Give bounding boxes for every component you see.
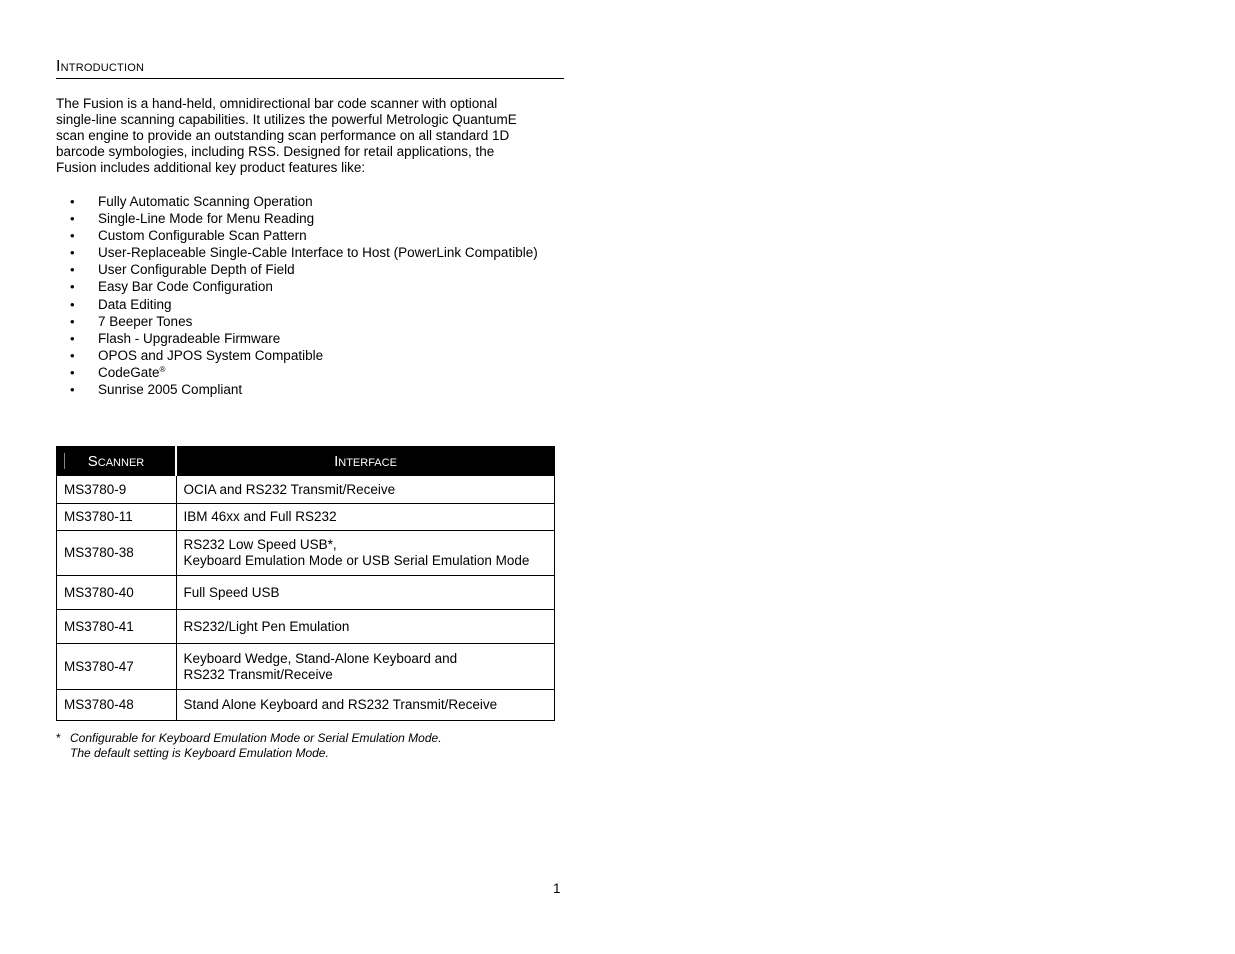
- interface-line: RS232 Low Speed USB*,: [183, 537, 337, 552]
- table-row: [57, 576, 555, 610]
- bullet-icon: •: [70, 347, 75, 363]
- intro-line: barcode symbologies, including RSS. Designed for retail applications, the: [56, 144, 495, 159]
- feature-text: 7 Beeper Tones: [98, 313, 193, 329]
- interface-line: Stand Alone Keyboard and RS232 Transmit/Receive: [183, 697, 498, 712]
- scanner-cell: MS3780-38: [57, 531, 177, 576]
- feature-text: Fully Automatic Scanning Operation: [98, 194, 313, 209]
- interface-line: OCIA and RS232 Transmit/Receive: [183, 481, 396, 497]
- registered-mark: ®: [159, 364, 166, 374]
- scanner-interface-table: [56, 446, 555, 721]
- section-heading: Introduction: [56, 58, 564, 79]
- feature-item: [56, 296, 538, 313]
- feature-list: [56, 193, 538, 398]
- header-divider: [64, 453, 65, 469]
- footnote-line-1: [56, 731, 442, 746]
- header-scanner: [57, 447, 177, 476]
- table-row: [57, 476, 555, 504]
- feature-item: [56, 381, 538, 398]
- intro-line: single-line scanning capabilities. It utilizes the powerful Metrologic QuantumE: [56, 112, 517, 127]
- bullet-icon: •: [70, 262, 75, 278]
- scanner-cell: MS3780-48: [57, 690, 177, 721]
- interface-line: RS232 Transmit/Receive: [183, 666, 333, 682]
- scanner-cell: MS3780-41: [57, 610, 177, 644]
- scanner-cell: MS3780-40: [57, 576, 177, 610]
- table-row: [57, 531, 555, 576]
- interface-line: Full Speed USB: [183, 584, 280, 600]
- bullet-icon: •: [70, 245, 75, 261]
- feature-item: [56, 210, 538, 227]
- feature-item: [56, 313, 538, 330]
- bullet-icon: •: [70, 194, 75, 209]
- table-row: [57, 690, 555, 721]
- feature-item: [56, 244, 538, 261]
- table-header-row: [57, 447, 555, 476]
- feature-text: Sunrise 2005 Compliant: [98, 382, 243, 398]
- feature-item: [56, 364, 538, 381]
- header-interface: [176, 447, 555, 476]
- bullet-icon: •: [70, 228, 75, 244]
- scanner-cell: MS3780-47: [57, 644, 177, 690]
- interface-line: Keyboard Wedge, Stand-Alone Keyboard and: [183, 650, 458, 666]
- footnote-text-1: Configurable for Keyboard Emulation Mode or Serial Emulation Mode.: [70, 731, 442, 745]
- interface-line: IBM 46xx and Full RS232: [183, 509, 337, 524]
- bullet-icon: •: [70, 313, 75, 329]
- intro-line: The Fusion is a hand-held, omnidirectional bar code scanner with optional: [56, 96, 498, 111]
- intro-line: Fusion includes additional key product features like:: [56, 160, 366, 175]
- bullet-icon: •: [70, 279, 75, 295]
- feature-text: Flash - Upgradeable Firmware: [98, 330, 281, 346]
- bullet-icon: •: [70, 211, 75, 227]
- feature-text: Data Editing: [98, 296, 172, 312]
- header-interface-label: Interface: [334, 452, 397, 470]
- footnote-marker: *: [56, 731, 61, 745]
- interface-line: RS232/Light Pen Emulation: [183, 618, 350, 634]
- page-number: 1: [553, 881, 561, 896]
- feature-text: Custom Configurable Scan Pattern: [98, 228, 307, 244]
- feature-item: [56, 278, 538, 295]
- intro-line: scan engine to provide an outstanding scan performance on all standard 1D: [56, 128, 510, 143]
- feature-item: [56, 261, 538, 278]
- bullet-icon: •: [70, 364, 75, 380]
- table-row: [57, 644, 555, 690]
- interface-cell: [176, 690, 555, 721]
- interface-cell: [176, 576, 555, 610]
- feature-item: [56, 347, 538, 364]
- interface-cell: [176, 476, 555, 504]
- footnote: [56, 731, 442, 761]
- feature-item: [56, 227, 538, 244]
- scanner-cell: MS3780-9: [57, 476, 177, 504]
- interface-line: Keyboard Emulation Mode or USB Serial Emulation Mode: [183, 553, 530, 568]
- interface-cell: [176, 504, 555, 531]
- feature-text: User Configurable Depth of Field: [98, 262, 295, 278]
- bullet-icon: •: [70, 330, 75, 346]
- footnote-line-2: The default setting is Keyboard Emulation Mode.: [70, 746, 329, 760]
- feature-item: [56, 330, 538, 347]
- feature-text: CodeGate: [98, 364, 160, 380]
- header-scanner-label: Scanner: [87, 452, 145, 470]
- interface-cell: [176, 644, 555, 690]
- bullet-icon: •: [70, 382, 75, 398]
- scanner-cell: MS3780-11: [57, 504, 177, 531]
- table-row: [57, 610, 555, 644]
- table-row: [57, 504, 555, 531]
- bullet-icon: •: [70, 296, 75, 312]
- intro-paragraph: [56, 96, 556, 176]
- interface-cell: [176, 531, 555, 576]
- feature-text: Easy Bar Code Configuration: [98, 279, 273, 295]
- feature-text: User-Replaceable Single-Cable Interface to Host (PowerLink Compatible): [98, 245, 538, 261]
- feature-item: [56, 193, 538, 210]
- feature-text: OPOS and JPOS System Compatible: [98, 347, 324, 363]
- feature-text: Single-Line Mode for Menu Reading: [98, 211, 315, 227]
- interface-cell: [176, 610, 555, 644]
